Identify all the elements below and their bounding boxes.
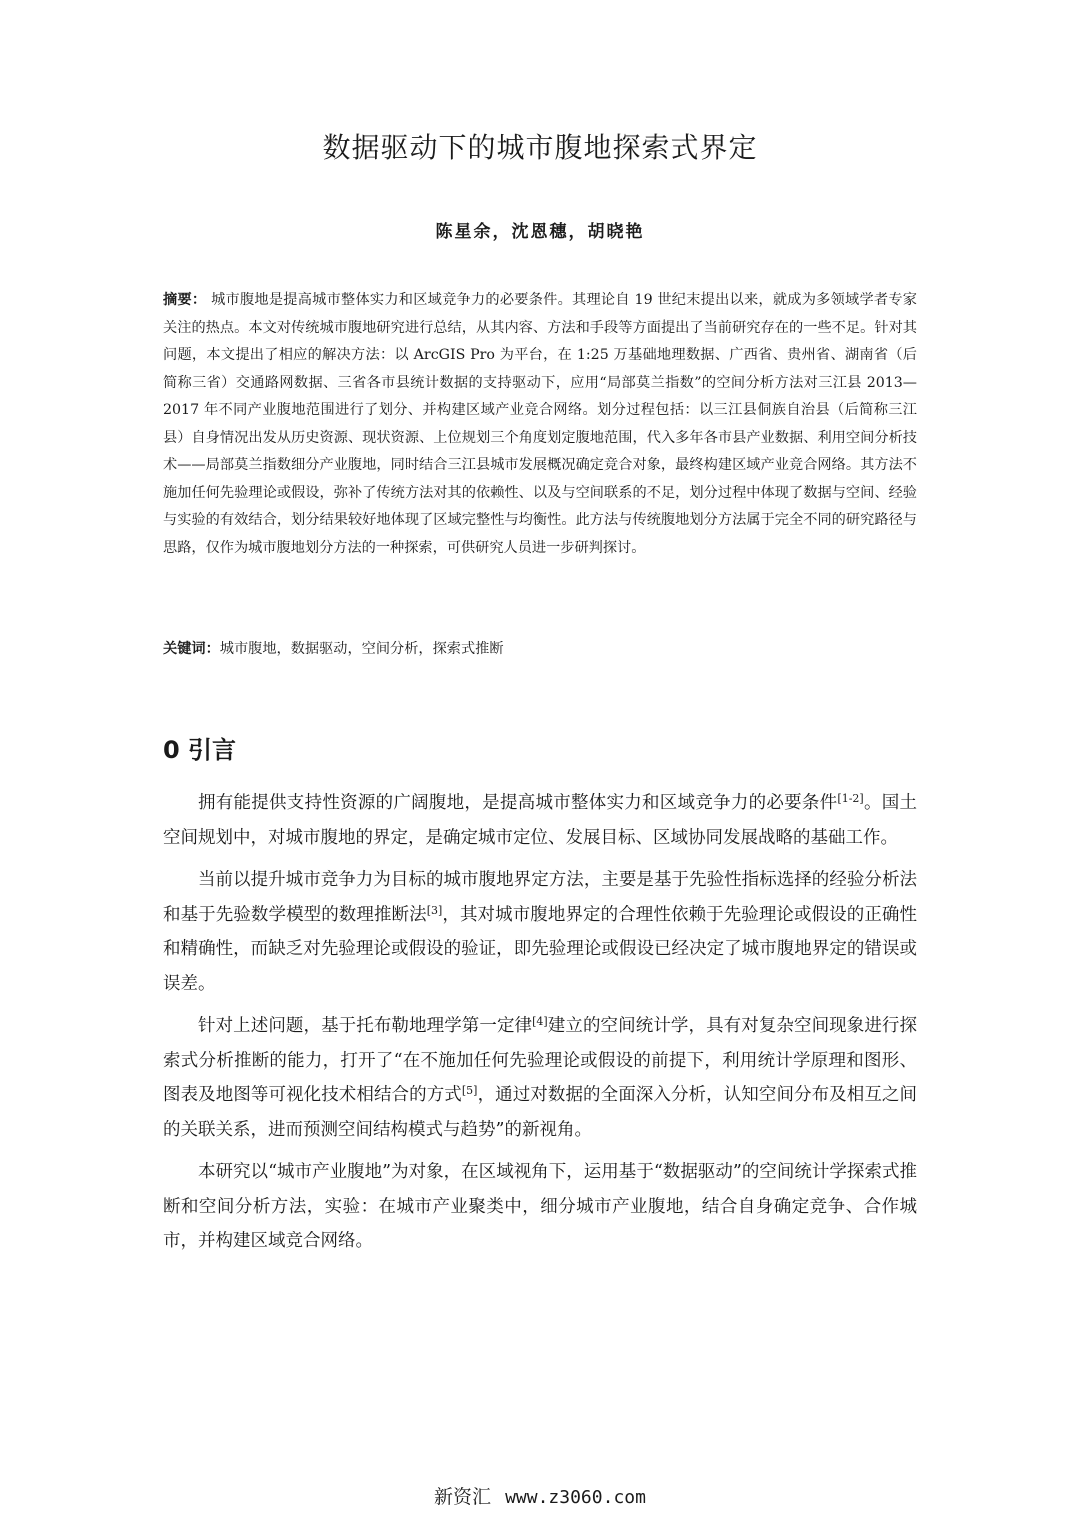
body-text-span: 建立的空间统计学，具有对复杂空间现象进行探索式分析推断的能力，打开了“在不施加任何先验理论或假设的前提下，利用统计学原理和图形、图表及地图等可视化技术相结合的方式 — [163, 1016, 918, 1105]
body-text-span: ，其对城市腹地界定的合理性依赖于先验理论或假设的正确性和精确性，而缺乏对先验理论或假设的验证，即先验理论或假设已经决定了城市腹地界定的错误或误差。 — [163, 904, 918, 994]
body-text-span: 拥有能提供支持性资源的广阔腹地，是提高城市整体实力和区域竞争力的必要条件 — [198, 793, 838, 813]
citation-ref: [1-2] — [837, 792, 864, 805]
body-text-span: ，通过对数据的全面深入分析，认知空间分布及相互之间的关联关系，进而预测空间结构模式与趋势”的新视角。 — [163, 1085, 918, 1140]
body-text-span: 针对上述问题，基于托布勒地理学第一定律 — [198, 1016, 533, 1036]
body-paragraph-2 — [163, 863, 917, 1001]
footer-site-name: 新资汇 — [434, 1486, 492, 1508]
abstract-paragraph — [163, 287, 917, 562]
abstract-text: 城市腹地是提高城市整体实力和区域竞争力的必要条件。其理论自 19 世纪末提出以来，就成为多领域学者专家关注的热点。本文对传统城市腹地研究进行总结，从其内容、方法和手段等方面提出了当前研究存在的一些不足。针对其问题，本文提出了相应的解决方法：以 ArcGIS Pro 为平台，在 1:25 万基础地理数据、广西省、贵州省、湖南省（后简称三省）交通路网数据、三省各市县统计数据的支持驱动下，应用“局部莫兰指数”的空间分析方法对三江县 2013— 2017 年不同产业腹地范围进行了划分、并构建区域产业竞合网络。划分过程包括：以三江县侗族自治县（后简称三江县）自身情况出发从历史资源、现状资源、上位规划三个角度划定腹地范围，代入多年各市县产业数据、利用空间分析技术——局部莫兰指数细分产业腹地，同时结合三江县城市发展概况确定竞合对象，最终构建区域产业竞合网络。其方法不施加任何先验理论或假设，弥补了传统方法对其的依赖性、以及与空间联系的不足，划分过程中体现了数据与空间、经验与实验的有效结合，划分结果较好地体现了区域完整性与均衡性。此方法与传统腹地划分方法属于完全不同的研究路径与思路，仅作为城市腹地划分方法的一种探索，可供研究人员进一步研判探讨。 — [163, 292, 917, 556]
keywords-paragraph — [163, 636, 917, 663]
section-heading-introduction: 0 引言 — [163, 736, 237, 764]
footer-site-url: www.z3060.com — [505, 1487, 646, 1508]
body-text-span: 。国土空间规划中，对城市腹地的界定，是确定城市定位、发展目标、区域协同发展战略的基础工作。 — [163, 793, 918, 848]
citation-ref: [5] — [461, 1084, 478, 1097]
keywords-text: 城市腹地，数据驱动，空间分析，探索式推断 — [219, 641, 504, 657]
introduction-body — [163, 786, 917, 1267]
citation-ref: [3] — [426, 903, 443, 917]
body-paragraph-4: 本研究以“城市产业腹地”为对象，在区域视角下，运用基于“数据驱动”的空间统计学探索式推断和空间分析方法，实验：在城市产业聚类中，细分城市产业腹地，结合自身确定竞争、合作城市，并构建区域竞合网络。 — [163, 1162, 917, 1251]
page-footer — [0, 1484, 1080, 1511]
body-paragraph-3 — [163, 1009, 917, 1147]
paper-authors: 陈星余，沈恩穗，胡晓艳 — [435, 222, 645, 242]
keywords-label: 关键词： — [163, 641, 220, 657]
paper-title: 数据驱动下的城市腹地探索式界定 — [322, 131, 758, 164]
body-text-span: 当前以提升城市竞争力为目标的城市腹地界定方法，主要是基于先验性指标选择的经验分析法和基于先验数学模型的数理推断法 — [163, 870, 917, 925]
citation-ref: [4] — [532, 1015, 548, 1028]
abstract-label: 摘要： — [163, 292, 207, 308]
body-paragraph-1 — [163, 786, 917, 855]
